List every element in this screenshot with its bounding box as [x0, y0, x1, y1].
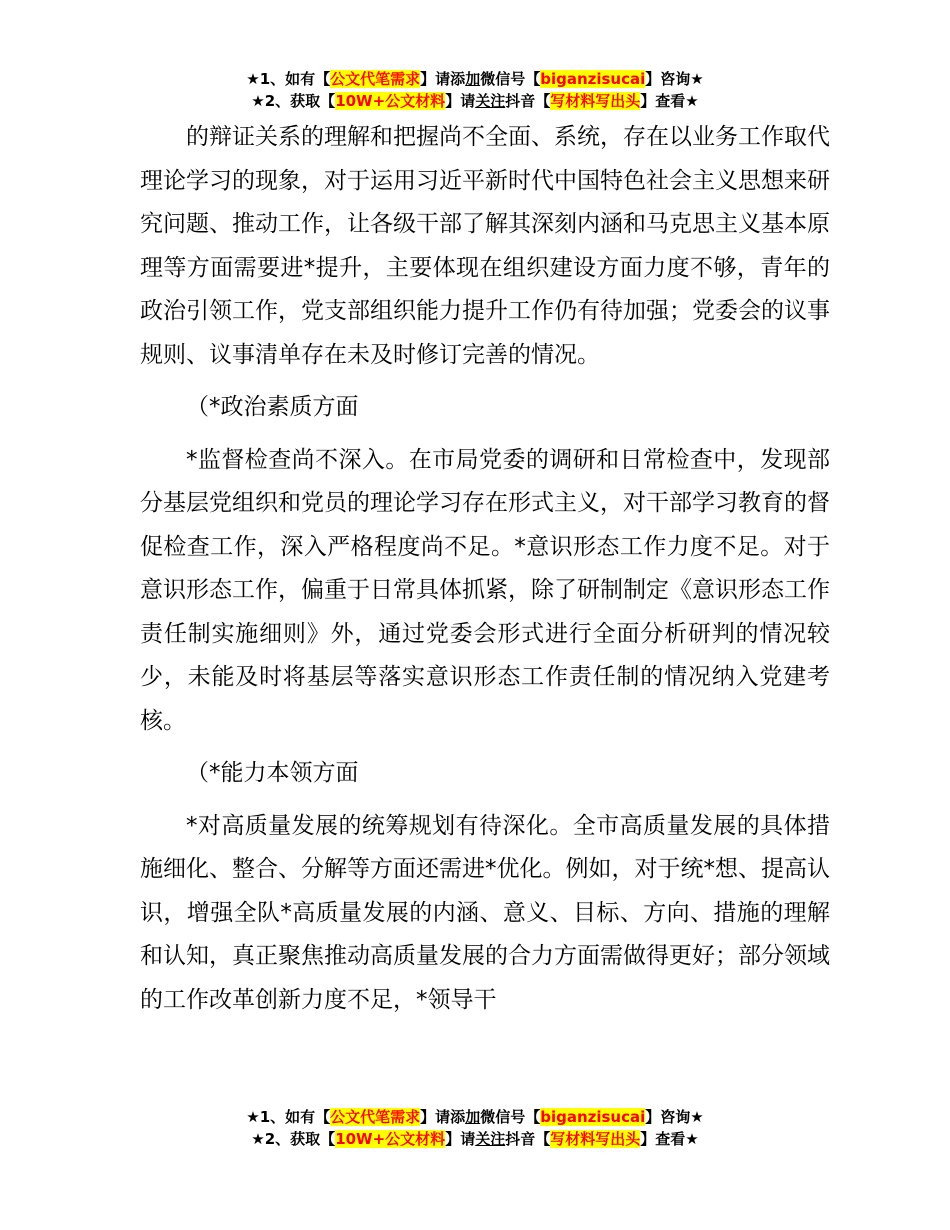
header-line-2-underlined: 关注 [475, 92, 506, 110]
header-line-2-suffix: 】查看★ [640, 92, 699, 110]
footer-line-1 [0, 1106, 950, 1128]
footer-line-2-prefix: ★2、获取【 [251, 1130, 336, 1148]
paragraph-2: *监督检查尚不深入。在市局党委的调研和日常检查中，发现部分基层党组织和党员的理论学习存在形式主义，对干部学习教育的督促检查工作，深入严格程度尚不足。*意识形态工作力度不足。对于意识形态工作，偏重于日常具体抓紧，除了研制制定《意识形态工作责任制实施细则》外，通过党委会形式进行全面分析研判的情况较少，未能及时将基层等落实意识形态工作责任制的情况纳入党建考核。 [140, 446, 830, 734]
header-line-1-mid: 】请添 [420, 70, 466, 88]
footer-highlight-service: 公文代笔需求 [330, 1108, 421, 1126]
footer-line-1-suffix: 】咨询★ [645, 1108, 704, 1126]
paragraph-1: 的辩证关系的理解和把握尚不全面、系统，存在以业务工作取代理论学习的现象，对于运用习近平新时代中国特色社会主义思想来研究问题、推动工作，让各级干部了解其深刻内涵和马克思主义基本原理等方面需要进*提升，主要体现在组织建设方面力度不够，青年的政治引领工作，党支部组织能力提升工作仍有待加强；党委会的议事规则、议事清单存在未及时修订完善的情况。 [140, 124, 830, 368]
header-line-1 [0, 68, 950, 90]
header-banner [0, 68, 950, 112]
header-line-2-prefix: ★2、获取【 [251, 92, 336, 110]
header-highlight-wechat-id: biganzisucai [540, 70, 646, 88]
footer-highlight-materials: 10W+公文材料 [335, 1130, 446, 1148]
header-highlight-materials: 10W+公文材料 [335, 92, 446, 110]
footer-line-1-prefix: ★1、如有【 [246, 1108, 331, 1126]
footer-line-2-douyin-label: 抖音【 [505, 1130, 551, 1148]
header-line-2-mid: 】请 [445, 92, 476, 110]
header-line-2-douyin-label: 抖音【 [505, 92, 551, 110]
header-highlight-service: 公文代笔需求 [330, 70, 421, 88]
footer-highlight-douyin: 写材料写出头 [550, 1130, 641, 1148]
footer-line-1-underlined: 加 [465, 1108, 481, 1126]
header-line-1-underlined: 加 [465, 70, 481, 88]
footer-line-2 [0, 1128, 950, 1150]
footer-line-2-suffix: 】查看★ [640, 1130, 699, 1148]
footer-line-2-mid: 】请 [445, 1130, 476, 1148]
header-line-1-prefix: ★1、如有【 [246, 70, 331, 88]
header-line-1-wechat-label: 微信号【 [480, 70, 541, 88]
footer-banner [0, 1106, 950, 1150]
header-line-2 [0, 90, 950, 112]
footer-line-2-underlined: 关注 [475, 1130, 506, 1148]
header-highlight-douyin: 写材料写出头 [550, 92, 641, 110]
document-body [140, 116, 830, 1022]
section-heading-political: （*政治素质方面 [186, 394, 359, 420]
paragraph-3: *对高质量发展的统筹规划有待深化。全市高质量发展的具体措施细化、整合、分解等方面还需进*优化。例如，对于统*想、提高认识，增强全队*高质量发展的内涵、意义、目标、方向、措施的理解和认知，真正聚焦推动高质量发展的合力方面需做得更好；部分领域的工作改革创新力度不足，*领导干 [140, 812, 830, 1013]
footer-line-1-mid: 】请添 [420, 1108, 466, 1126]
footer-highlight-wechat-id: biganzisucai [540, 1108, 646, 1126]
section-heading-capability: （*能力本领方面 [186, 760, 359, 786]
footer-line-1-wechat-label: 微信号【 [480, 1108, 541, 1126]
header-line-1-suffix: 】咨询★ [645, 70, 704, 88]
